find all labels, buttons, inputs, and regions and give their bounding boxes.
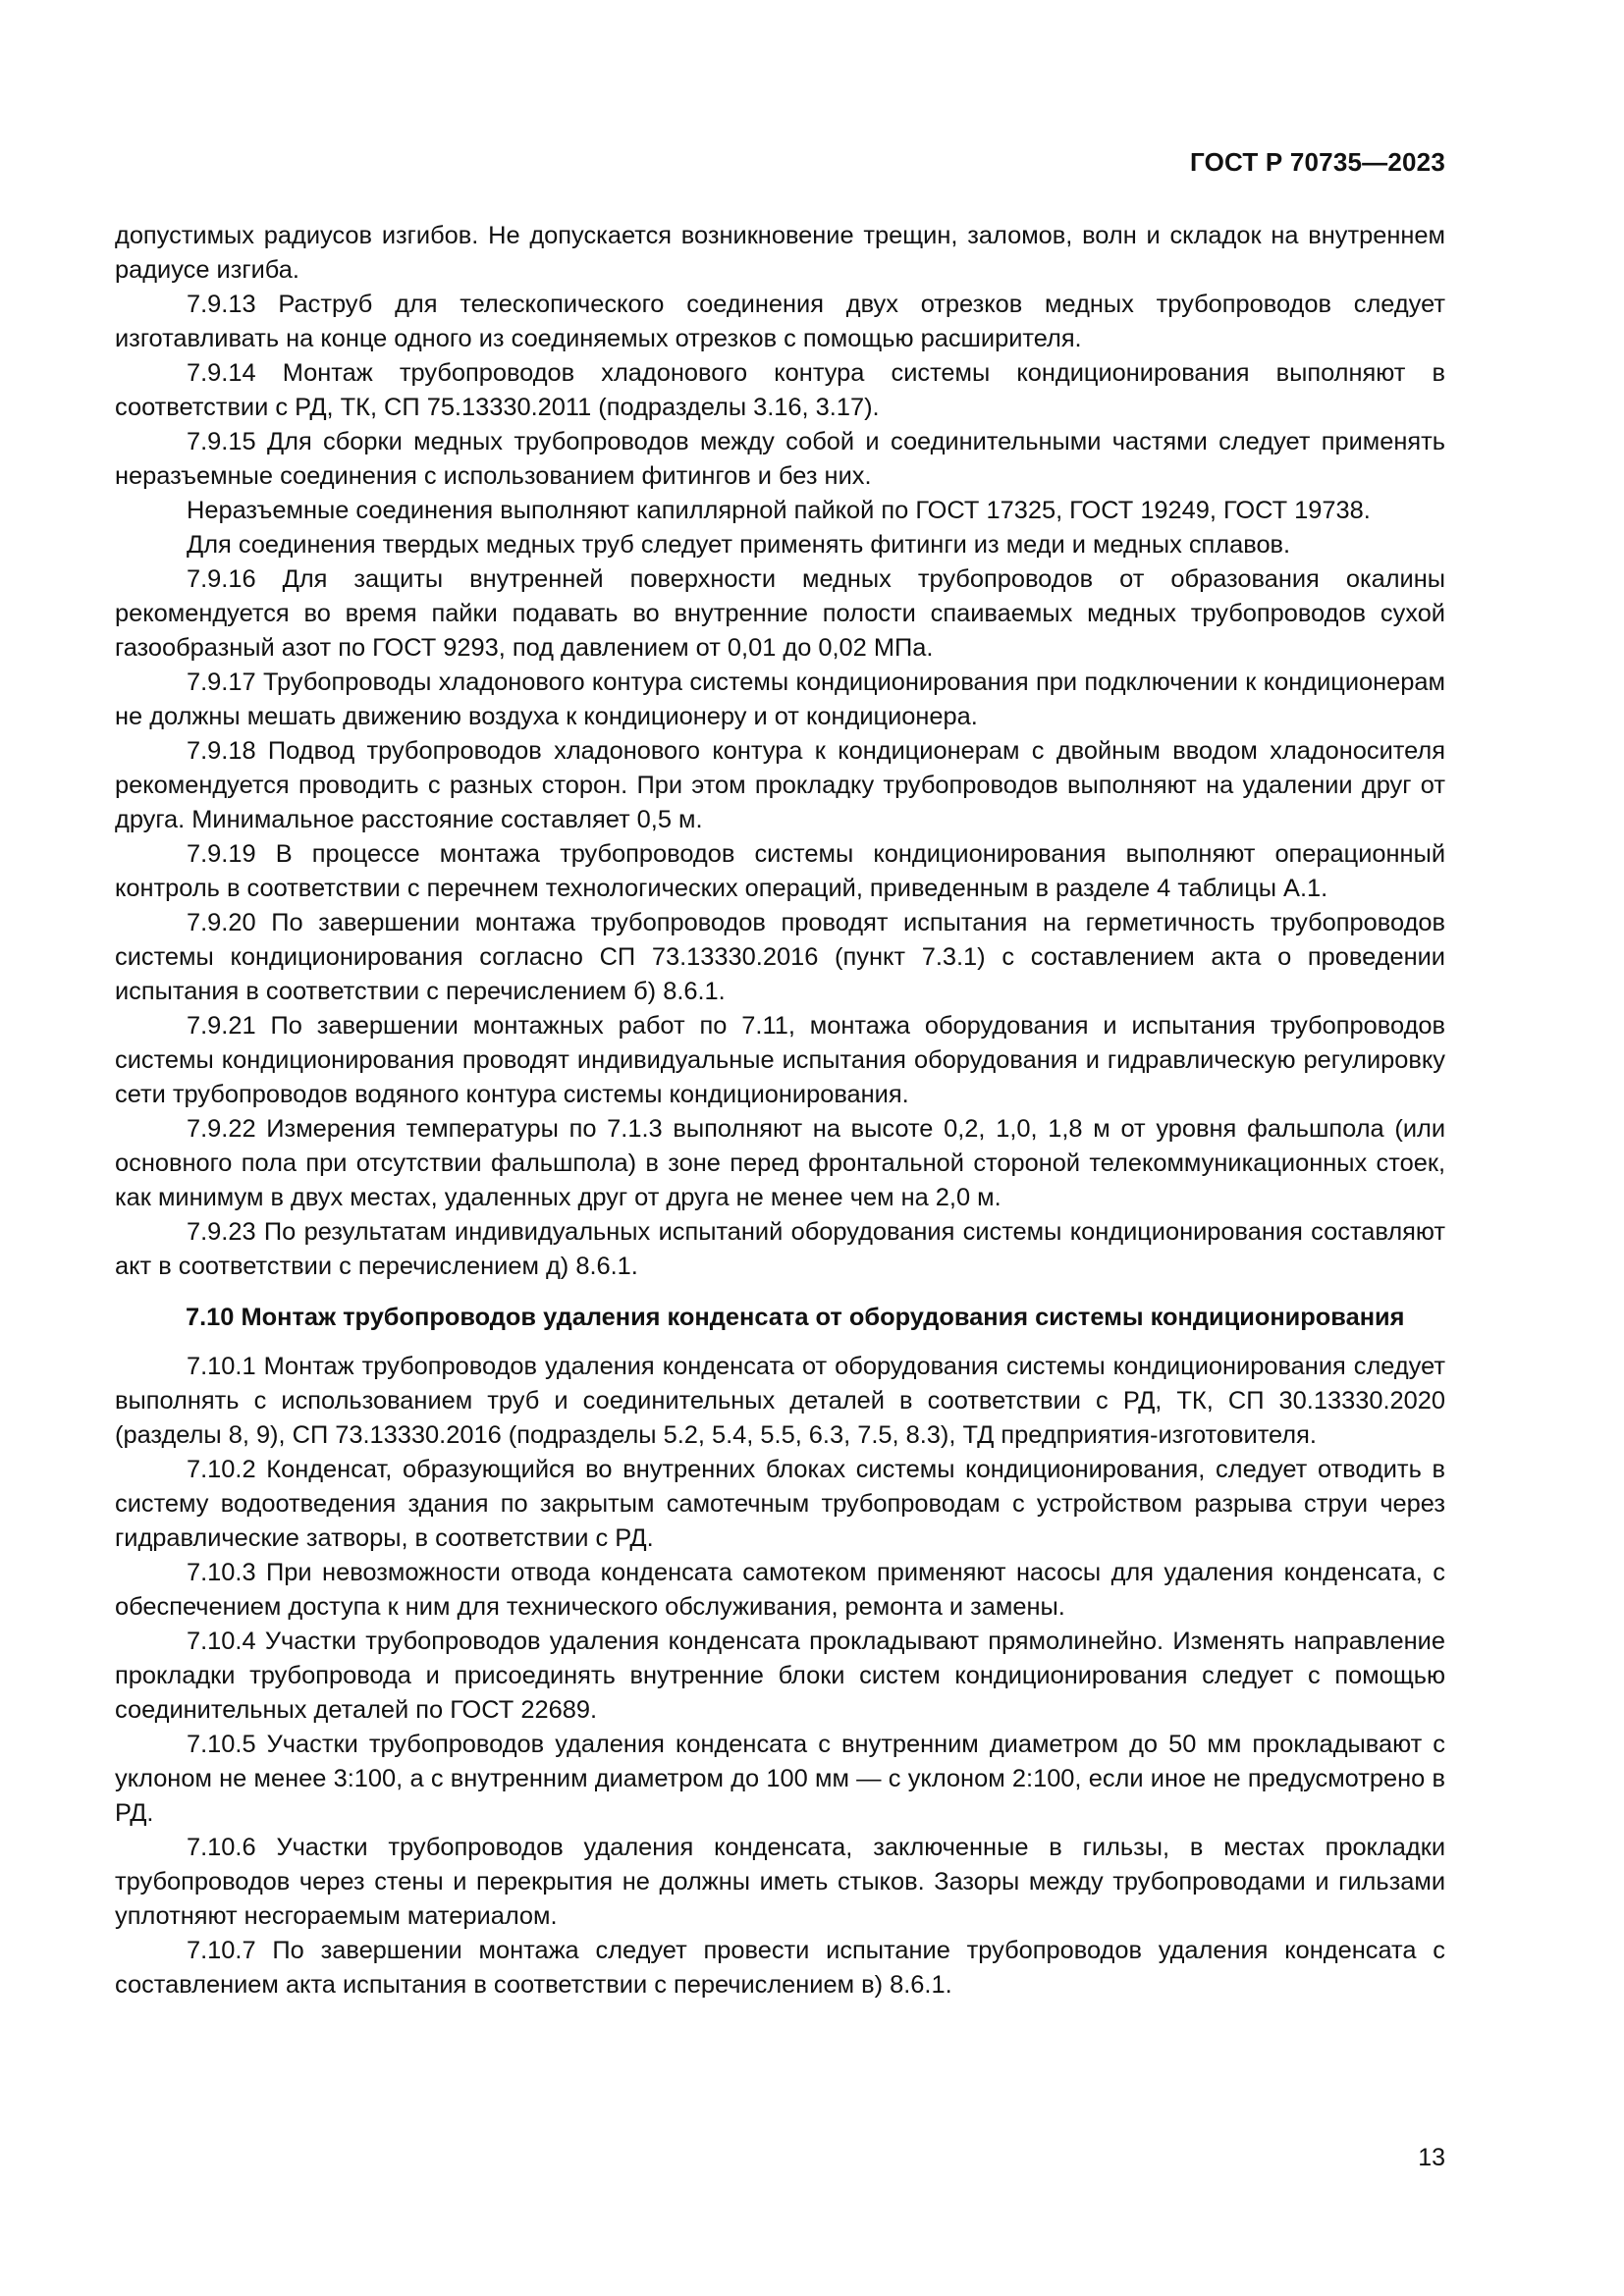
paragraph-7-10-3: 7.10.3 При невозможности отвода конденсата самотеком применяют насосы для удаления конденсата, с обеспечением доступа к ним для технического обслуживания, ремонта и замены.	[115, 1559, 1445, 1621]
paragraph-7-9-14: 7.9.14 Монтаж трубопроводов хладонового контура системы кондиционирования выполняют в соответствии с РД, ТК, СП 75.13330.2011 (подразделы 3.16, 3.17).	[115, 359, 1445, 421]
paragraph-7-9-17: 7.9.17 Трубопроводы хладонового контура системы кондиционирования при подключении к кондиционерам не должны мешать движению воздуха к кондиционеру и от кондиционера.	[115, 668, 1445, 730]
paragraph-7-10-1: 7.10.1 Монтаж трубопроводов удаления конденсата от оборудования системы кондиционирования следует выполнять с использованием труб и соединительных деталей в соответствии с РД, ТК, СП 30.13330.2020 (разделы 8, 9), СП 73.13330.2016 (подразделы 5.2, 5.4, 5.5, 6.3, 7.5, 8.3), ТД предприятия-изготовителя.	[115, 1353, 1445, 1449]
document-body	[115, 219, 1445, 2002]
paragraph-continuation: допустимых радиусов изгибов. Не допускается возникновение трещин, заломов, волн и складок на внутреннем радиусе изгиба.	[115, 222, 1445, 284]
paragraph-7-9-21: 7.9.21 По завершении монтажных работ по 7.11, монтажа оборудования и испытания трубопроводов системы кондиционирования проводят индивидуальные испытания оборудования и гидравлическую регулировку сети трубопроводов водяного контура системы кондиционирования.	[115, 1012, 1445, 1108]
document-code-header: ГОСТ Р 70735—2023	[1190, 147, 1445, 177]
paragraph-7-9-18: 7.9.18 Подвод трубопроводов хладонового контура к кондиционерам с двойным вводом хладоносителя рекомендуется проводить с разных сторон. При этом прокладку трубопроводов выполняют на удалении друг от друга. Минимальное расстояние составляет 0,5 м.	[115, 737, 1445, 833]
paragraph-permanent-joints: Неразъемные соединения выполняют капиллярной пайкой по ГОСТ 17325, ГОСТ 19249, ГОСТ 19738.	[187, 497, 1371, 524]
paragraph-7-9-15: 7.9.15 Для сборки медных трубопроводов между собой и соединительными частями следует применять неразъемные соединения с использованием фитингов и без них.	[115, 428, 1445, 490]
section-heading-7-10: 7.10 Монтаж трубопроводов удаления конденсата от оборудования системы кондиционирования	[186, 1304, 1405, 1331]
paragraph-7-10-7: 7.10.7 По завершении монтажа следует провести испытание трубопроводов удаления конденсата с составлением акта испытания в соответствии с перечислением в) 8.6.1.	[115, 1937, 1445, 1999]
paragraph-7-9-16: 7.9.16 Для защиты внутренней поверхности медных трубопроводов от образования окалины рекомендуется во время пайки подавать во внутренние полости спаиваемых медных трубопроводов сухой газообразный азот по ГОСТ 9293, под давлением от 0,01 до 0,02 МПа.	[115, 565, 1445, 662]
paragraph-7-9-23: 7.9.23 По результатам индивидуальных испытаний оборудования системы кондиционирования составляют акт в соответствии с перечислением д) 8.6.1.	[115, 1218, 1445, 1280]
paragraph-7-10-5: 7.10.5 Участки трубопроводов удаления конденсата с внутренним диаметром до 50 мм прокладывают с уклоном не менее 3:100, а с внутренним диаметром до 100 мм — с уклоном 2:100, если иное не предусмотрено в РД.	[115, 1731, 1445, 1827]
page-number: 13	[1418, 2144, 1445, 2171]
paragraph-hard-copper-fittings: Для соединения твердых медных труб следует применять фитинги из меди и медных сплавов.	[187, 531, 1291, 559]
paragraph-7-10-6: 7.10.6 Участки трубопроводов удаления конденсата, заключенные в гильзы, в местах прокладки трубопроводов через стены и перекрытия не должны иметь стыков. Зазоры между трубопроводами и гильзами уплотняют несгораемым материалом.	[115, 1834, 1445, 1930]
paragraph-7-10-4: 7.10.4 Участки трубопроводов удаления конденсата прокладывают прямолинейно. Изменять направление прокладки трубопровода и присоединять внутренние блоки систем кондиционирования следует с помощью соединительных деталей по ГОСТ 22689.	[115, 1628, 1445, 1724]
paragraph-7-9-19: 7.9.19 В процессе монтажа трубопроводов системы кондиционирования выполняют операционный контроль в соответствии с перечнем технологических операций, приведенным в разделе 4 таблицы А.1.	[115, 840, 1445, 902]
paragraph-7-9-13: 7.9.13 Раструб для телескопического соединения двух отрезков медных трубопроводов следует изготавливать на конце одного из соединяемых отрезков с помощью расширителя.	[115, 291, 1445, 352]
paragraph-7-9-20: 7.9.20 По завершении монтажа трубопроводов проводят испытания на герметичность трубопроводов системы кондиционирования согласно СП 73.13330.2016 (пункт 7.3.1) с составлением акта о проведении испытания в соответствии с перечислением б) 8.6.1.	[115, 909, 1445, 1005]
paragraph-7-10-2: 7.10.2 Конденсат, образующийся во внутренних блоках системы кондиционирования, следует отводить в систему водоотведения здания по закрытым самотечным трубопроводам с устройством разрыва струи через гидравлические затворы, в соответствии с РД.	[115, 1456, 1445, 1552]
paragraph-7-9-22: 7.9.22 Измерения температуры по 7.1.3 выполняют на высоте 0,2, 1,0, 1,8 м от уровня фальшпола (или основного пола при отсутствии фальшпола) в зоне перед фронтальной стороной телекоммуникационных стоек, как минимум в двух местах, удаленных друг от друга не менее чем на 2,0 м.	[115, 1115, 1445, 1211]
